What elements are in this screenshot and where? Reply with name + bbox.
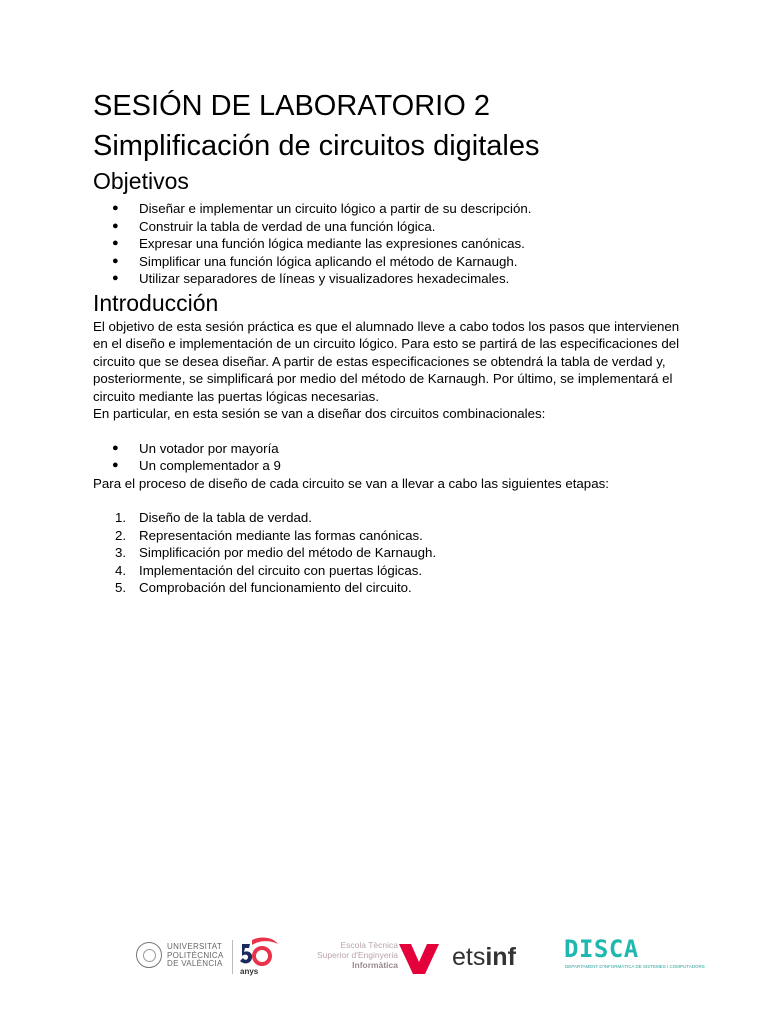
school-line-1: Escola Tècnica — [340, 940, 398, 950]
anys-label: anys — [240, 967, 259, 976]
intro-paragraph-2: En particular, en esta sesión se van a diseñar dos circuitos combinacionales: — [93, 406, 546, 421]
list-item — [93, 562, 693, 580]
document-title — [93, 86, 693, 166]
upv-line-2: POLITÈCNICA — [167, 950, 224, 960]
step-number: 4. — [115, 562, 127, 578]
objetivos-heading: Objetivos — [93, 168, 189, 194]
etsinf-part-2: inf — [485, 943, 516, 971]
title-line-2: Simplificación de circuitos digitales — [93, 130, 540, 162]
etsinf-school-name — [306, 940, 398, 970]
upv-seal-icon — [136, 942, 162, 968]
list-item: ● Un complementador a 9 — [93, 457, 693, 475]
document-page — [93, 86, 693, 597]
etsinf-v-logo-icon — [399, 942, 443, 974]
list-item — [93, 509, 693, 527]
step-text: Implementación del circuito con puertas lógicas. — [139, 562, 423, 578]
objetivos-list — [93, 200, 693, 288]
upv-line-3: DE VALÈNCIA — [167, 959, 223, 968]
circuits-list — [93, 440, 693, 475]
step-text: Comprobación del funcionamiento del circuito. — [139, 580, 412, 595]
step-number: 2. — [115, 527, 127, 543]
title-line-1: SESIÓN DE LABORATORIO 2 — [93, 90, 490, 122]
steps-list — [93, 509, 693, 597]
list-item — [93, 544, 693, 562]
list-item: ● Utilizar separadores de líneas y visualizadores hexadecimales. — [93, 270, 693, 288]
introduccion-heading: Introducción — [93, 289, 219, 316]
list-item: ● Expresar una función lógica mediante las expresiones canónicas. — [93, 235, 693, 253]
step-text: Representación mediante las formas canónicas. — [139, 527, 423, 543]
list-item: ● Construir la tabla de verdad de una función lógica. — [93, 218, 693, 236]
list-item: ● Diseñar e implementar un circuito lógico a partir de su descripción. — [93, 200, 693, 218]
intro-paragraph-1: El objetivo de esta sesión práctica es que el alumnado lleve a cabo todos los pasos que intervienen en el diseño e implementación de un circuito lógico. Para esto se partirá de las especificaciones del circuito que se desea diseñar. A partir de estas especificaciones se obtendrá la tabla de verdad y, posteriormente, se simplificará por medio del método de Karnaugh. Por último, se implementará el circuito mediante las puertas lógicas necesarias. — [93, 318, 680, 404]
step-text: Simplificación por medio del método de Karnaugh. — [139, 545, 437, 560]
upv-logo — [136, 940, 226, 974]
list-item — [93, 527, 693, 545]
etsinf-part-1: ets — [452, 943, 486, 971]
50-anys-logo-icon — [238, 936, 280, 978]
50-anys-mark — [238, 936, 280, 968]
upv-line-1: UNIVERSITAT — [167, 942, 223, 951]
school-line-2: Superior d'Enginyeria — [316, 950, 398, 960]
school-line-3: Informàtica — [352, 960, 398, 970]
disca-logo — [564, 935, 705, 980]
upv-name — [167, 943, 224, 969]
etsinf-logo — [452, 942, 516, 972]
disca-subtitle: DEPARTAMENT D'INFORMÀTICA DE SISTEMES I COMPUTADORS — [565, 964, 705, 969]
list-item — [93, 579, 693, 597]
disca-word: DISCA — [564, 935, 639, 963]
logo-divider — [232, 940, 233, 974]
step-number: 1. — [115, 510, 127, 525]
intro-paragraph-3: Para el proceso de diseño de cada circuito se van a llevar a cabo las siguientes etapas: — [93, 475, 609, 491]
list-item: ● Simplificar una función lógica aplicando el método de Karnaugh. — [93, 253, 693, 271]
footer-logos — [0, 930, 768, 990]
step-number: 3. — [115, 545, 127, 560]
step-number: 5. — [115, 580, 127, 595]
list-item: ● Un votador por mayoría — [93, 440, 693, 458]
step-text: Diseño de la tabla de verdad. — [139, 510, 312, 525]
